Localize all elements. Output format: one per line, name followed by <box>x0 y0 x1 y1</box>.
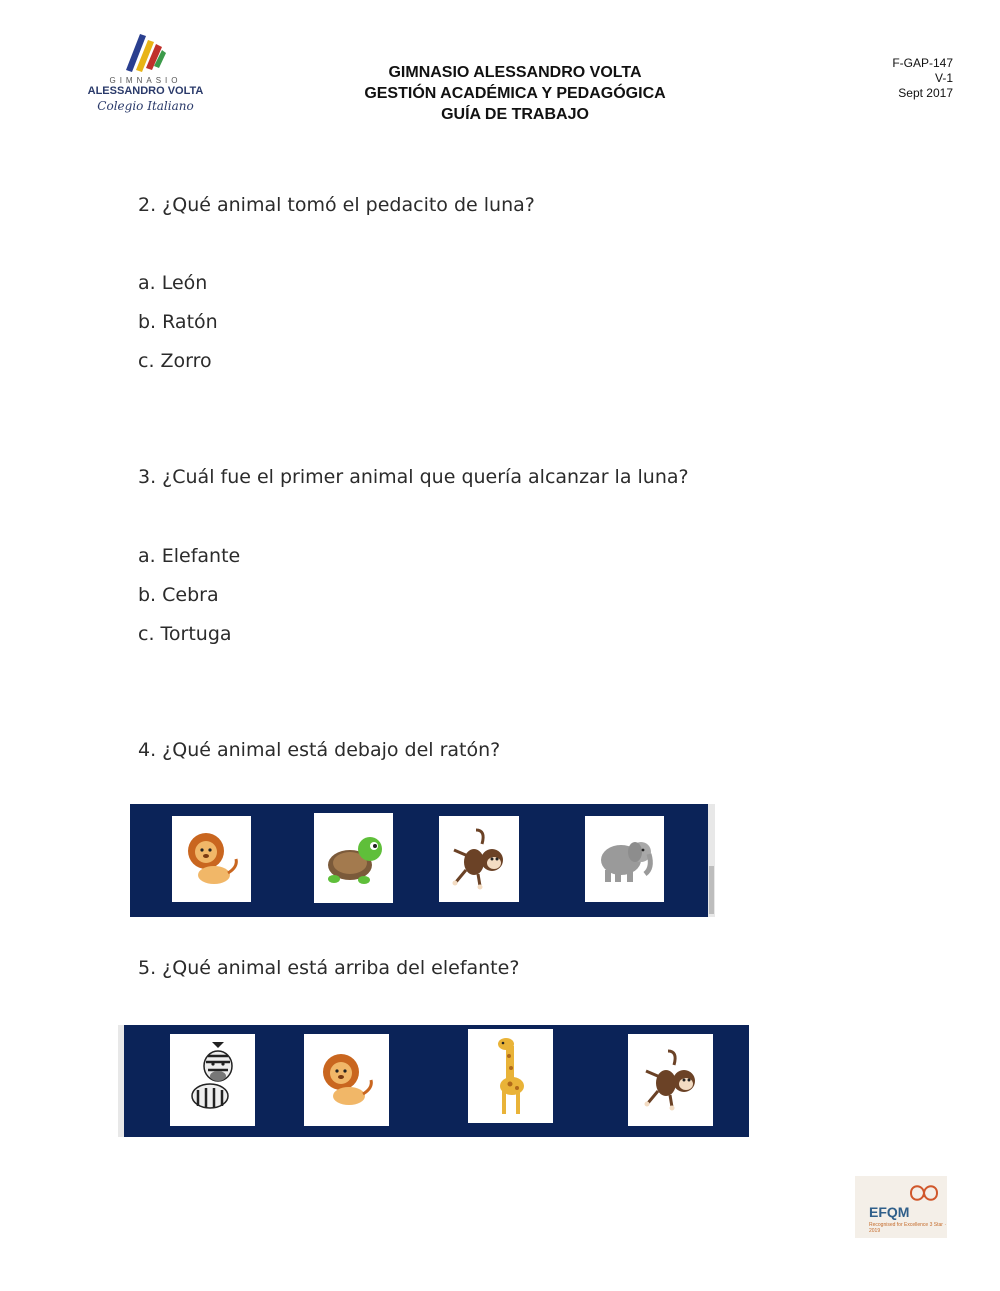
document-meta <box>892 56 953 101</box>
header-title-line: GIMNASIO ALESSANDRO VOLTA <box>388 64 642 81</box>
school-logo <box>78 30 213 125</box>
elephant-icon <box>593 830 657 888</box>
answer-option[interactable]: c. Tortuga <box>138 623 232 645</box>
answer-option[interactable]: b. Ratón <box>138 311 218 333</box>
image-choice-monkey[interactable] <box>439 816 519 902</box>
efqm-label: EFQM <box>869 1204 910 1220</box>
logo-tagline: Colegio Italiano <box>97 99 194 113</box>
answer-option[interactable]: a. Elefante <box>138 545 241 567</box>
document-header <box>300 62 730 125</box>
efqm-badge <box>855 1176 947 1238</box>
efqm-infinity-icon <box>907 1182 941 1204</box>
lion-icon <box>315 1048 379 1112</box>
logo-subtitle: GIMNASIO <box>109 76 182 85</box>
logo-name: ALESSANDRO VOLTA <box>87 85 204 97</box>
question-2: 2. ¿Qué animal tomó el pedacito de luna? <box>138 194 535 216</box>
answer-option[interactable]: b. Cebra <box>138 584 219 606</box>
image-choice-lion[interactable] <box>172 816 251 902</box>
document-code: F-GAP-147 <box>892 56 953 70</box>
efqm-small-text: Recognised for Excellence 3 Star · 2019 <box>869 1222 946 1234</box>
question-4: 4. ¿Qué animal está debajo del ratón? <box>138 739 501 761</box>
answer-option[interactable]: c. Zorro <box>138 350 212 372</box>
monkey-icon <box>638 1047 704 1113</box>
school-crest-icon <box>118 30 173 76</box>
giraffe-icon <box>486 1034 536 1118</box>
image-choice-turtle[interactable] <box>314 813 393 903</box>
document-version: V-1 <box>934 71 953 85</box>
document-date: Sept 2017 <box>898 86 953 100</box>
lion-icon <box>180 827 244 891</box>
question-3: 3. ¿Cuál fue el primer animal que quería alcanzar la luna? <box>138 466 689 488</box>
image-choice-monkey[interactable] <box>628 1034 713 1126</box>
answer-option[interactable]: a. León <box>138 272 208 294</box>
header-title-line: GUÍA DE TRABAJO <box>441 106 589 123</box>
header-title-line: GESTIÓN ACADÉMICA Y PEDAGÓGICA <box>364 85 666 102</box>
turtle-icon <box>320 825 388 891</box>
zebra-icon <box>180 1040 246 1120</box>
image-choice-lion[interactable] <box>304 1034 389 1126</box>
image-choice-zebra[interactable] <box>170 1034 255 1126</box>
question-5: 5. ¿Qué animal está arriba del elefante? <box>138 957 520 979</box>
image-choice-elephant[interactable] <box>585 816 664 902</box>
scrollbar-thumb[interactable] <box>709 866 714 914</box>
image-choice-giraffe[interactable] <box>468 1029 553 1123</box>
monkey-icon <box>446 826 512 892</box>
